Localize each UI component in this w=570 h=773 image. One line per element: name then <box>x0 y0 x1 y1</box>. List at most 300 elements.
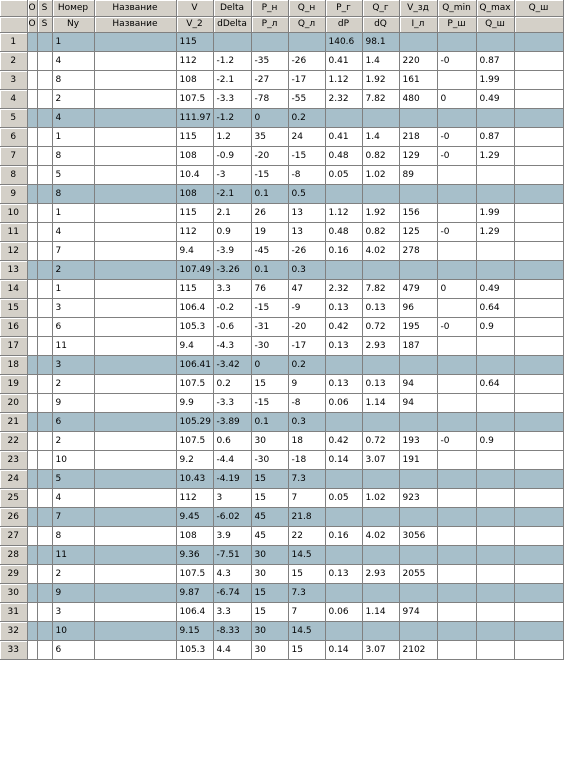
cell-o[interactable] <box>27 526 37 545</box>
cell-number[interactable]: 11 <box>52 545 94 564</box>
column-header-p-g[interactable]: P_г <box>325 0 362 16</box>
cell-v-zd[interactable]: 2102 <box>399 640 437 659</box>
cell-v-zd[interactable] <box>399 545 437 564</box>
branch-row[interactable] <box>0 488 563 507</box>
cell-p-n[interactable]: 15 <box>251 602 288 621</box>
cell-v[interactable]: 112 <box>176 222 213 241</box>
cell-q-min[interactable] <box>437 32 476 51</box>
cell-p-n[interactable]: -30 <box>251 336 288 355</box>
cell-p-n[interactable]: -31 <box>251 317 288 336</box>
cell-number[interactable]: 6 <box>52 317 94 336</box>
node-row[interactable] <box>0 355 563 374</box>
cell-q-n[interactable]: -17 <box>288 336 325 355</box>
cell-delta[interactable]: -3 <box>213 165 251 184</box>
cell-o[interactable] <box>27 469 37 488</box>
cell-s[interactable] <box>37 89 52 108</box>
cell-q-min[interactable] <box>437 564 476 583</box>
cell-o[interactable] <box>27 374 37 393</box>
cell-v-zd[interactable]: 89 <box>399 165 437 184</box>
cell-p-g[interactable]: 0.16 <box>325 241 362 260</box>
column-header-q-sh[interactable]: Q_ш <box>514 0 563 16</box>
cell-s[interactable] <box>37 621 52 640</box>
cell-number[interactable]: 2 <box>52 260 94 279</box>
cell-v-zd[interactable] <box>399 469 437 488</box>
row-number[interactable]: 23 <box>0 450 27 469</box>
row-number[interactable]: 2 <box>0 51 27 70</box>
branch-row[interactable] <box>0 279 563 298</box>
cell-q-max[interactable] <box>476 241 514 260</box>
cell-q-max[interactable] <box>476 602 514 621</box>
cell-q-max[interactable]: 0.64 <box>476 298 514 317</box>
cell-delta[interactable]: 0.9 <box>213 222 251 241</box>
cell-v-zd[interactable] <box>399 32 437 51</box>
column-header-q-max[interactable]: Q_ш <box>476 16 514 32</box>
branch-row[interactable] <box>0 89 563 108</box>
cell-v[interactable]: 9.9 <box>176 393 213 412</box>
cell-q-n[interactable]: 7 <box>288 602 325 621</box>
cell-number[interactable]: 10 <box>52 450 94 469</box>
cell-v-zd[interactable]: 161 <box>399 70 437 89</box>
cell-delta[interactable]: 4.4 <box>213 640 251 659</box>
cell-p-n[interactable]: -45 <box>251 241 288 260</box>
cell-p-g[interactable]: 0.41 <box>325 127 362 146</box>
column-header-name[interactable]: Название <box>94 0 176 16</box>
cell-q-g[interactable] <box>362 108 399 127</box>
cell-o[interactable] <box>27 279 37 298</box>
column-header-name[interactable]: Название <box>94 16 176 32</box>
row-number[interactable]: 7 <box>0 146 27 165</box>
cell-number[interactable]: 9 <box>52 583 94 602</box>
branch-row[interactable] <box>0 640 563 659</box>
cell-number[interactable]: 2 <box>52 564 94 583</box>
cell-s[interactable] <box>37 317 52 336</box>
row-number[interactable]: 12 <box>0 241 27 260</box>
row-number[interactable]: 32 <box>0 621 27 640</box>
cell-name[interactable] <box>94 222 176 241</box>
cell-p-g[interactable] <box>325 469 362 488</box>
cell-o[interactable] <box>27 317 37 336</box>
cell-delta[interactable]: 3 <box>213 488 251 507</box>
cell-o[interactable] <box>27 51 37 70</box>
cell-q-n[interactable]: 18 <box>288 431 325 450</box>
cell-p-g[interactable]: 0.41 <box>325 51 362 70</box>
cell-p-g[interactable]: 0.13 <box>325 564 362 583</box>
cell-p-g[interactable]: 0.13 <box>325 374 362 393</box>
cell-q-n[interactable]: -20 <box>288 317 325 336</box>
cell-q-min[interactable]: -0 <box>437 127 476 146</box>
cell-v-zd[interactable]: 923 <box>399 488 437 507</box>
cell-v-zd[interactable] <box>399 184 437 203</box>
cell-o[interactable] <box>27 108 37 127</box>
cell-q-g[interactable] <box>362 583 399 602</box>
cell-v[interactable]: 115 <box>176 32 213 51</box>
cell-v-zd[interactable]: 187 <box>399 336 437 355</box>
cell-q-g[interactable] <box>362 355 399 374</box>
node-row[interactable] <box>0 260 563 279</box>
cell-name[interactable] <box>94 640 176 659</box>
cell-p-n[interactable]: 35 <box>251 127 288 146</box>
cell-o[interactable] <box>27 298 37 317</box>
cell-number[interactable]: 3 <box>52 602 94 621</box>
cell-q-n[interactable]: 14.5 <box>288 621 325 640</box>
cell-name[interactable] <box>94 165 176 184</box>
cell-v-zd[interactable]: 129 <box>399 146 437 165</box>
branch-row[interactable] <box>0 336 563 355</box>
cell-q-g[interactable]: 1.92 <box>362 203 399 222</box>
cell-s[interactable] <box>37 241 52 260</box>
cell-delta[interactable] <box>213 32 251 51</box>
cell-v-zd[interactable]: 191 <box>399 450 437 469</box>
cell-name[interactable] <box>94 89 176 108</box>
cell-number[interactable]: 9 <box>52 393 94 412</box>
cell-name[interactable] <box>94 127 176 146</box>
cell-q-g[interactable]: 1.92 <box>362 70 399 89</box>
cell-p-n[interactable]: -15 <box>251 165 288 184</box>
cell-p-n[interactable]: 15 <box>251 469 288 488</box>
cell-v[interactable]: 106.4 <box>176 602 213 621</box>
column-header-q-g[interactable]: dQ <box>362 16 399 32</box>
cell-number[interactable]: 7 <box>52 507 94 526</box>
cell-v[interactable]: 105.3 <box>176 317 213 336</box>
cell-o[interactable] <box>27 545 37 564</box>
cell-v[interactable]: 105.29 <box>176 412 213 431</box>
cell-name[interactable] <box>94 374 176 393</box>
cell-name[interactable] <box>94 507 176 526</box>
cell-q-min[interactable] <box>437 488 476 507</box>
cell-q-sh[interactable] <box>514 640 563 659</box>
cell-p-n[interactable]: -15 <box>251 298 288 317</box>
cell-p-g[interactable]: 0.05 <box>325 165 362 184</box>
branch-row[interactable] <box>0 70 563 89</box>
row-number[interactable]: 21 <box>0 412 27 431</box>
cell-s[interactable] <box>37 184 52 203</box>
cell-number[interactable]: 6 <box>52 640 94 659</box>
cell-v[interactable]: 115 <box>176 279 213 298</box>
cell-q-max[interactable]: 0.49 <box>476 279 514 298</box>
cell-p-g[interactable]: 140.6 <box>325 32 362 51</box>
cell-name[interactable] <box>94 70 176 89</box>
cell-q-min[interactable]: -0 <box>437 317 476 336</box>
cell-q-n[interactable]: 0.2 <box>288 355 325 374</box>
cell-p-g[interactable] <box>325 507 362 526</box>
cell-delta[interactable]: 2.1 <box>213 203 251 222</box>
cell-name[interactable] <box>94 279 176 298</box>
column-header-v-zd[interactable]: V_зд <box>399 0 437 16</box>
cell-q-sh[interactable] <box>514 412 563 431</box>
row-number[interactable]: 5 <box>0 108 27 127</box>
node-row[interactable] <box>0 621 563 640</box>
row-number[interactable]: 25 <box>0 488 27 507</box>
cell-q-max[interactable] <box>476 393 514 412</box>
cell-s[interactable] <box>37 222 52 241</box>
cell-s[interactable] <box>37 412 52 431</box>
row-number[interactable]: 9 <box>0 184 27 203</box>
cell-q-sh[interactable] <box>514 32 563 51</box>
cell-p-n[interactable]: 30 <box>251 621 288 640</box>
cell-s[interactable] <box>37 469 52 488</box>
cell-p-n[interactable]: 19 <box>251 222 288 241</box>
cell-o[interactable] <box>27 602 37 621</box>
branch-row[interactable] <box>0 450 563 469</box>
cell-s[interactable] <box>37 583 52 602</box>
cell-number[interactable]: 8 <box>52 146 94 165</box>
cell-q-max[interactable]: 1.99 <box>476 70 514 89</box>
cell-number[interactable]: 5 <box>52 165 94 184</box>
cell-q-g[interactable]: 4.02 <box>362 241 399 260</box>
cell-v-zd[interactable]: 94 <box>399 374 437 393</box>
cell-q-n[interactable]: 7 <box>288 488 325 507</box>
cell-q-max[interactable]: 1.29 <box>476 146 514 165</box>
cell-v-zd[interactable]: 480 <box>399 89 437 108</box>
cell-q-n[interactable]: -15 <box>288 146 325 165</box>
branch-row[interactable] <box>0 222 563 241</box>
cell-p-n[interactable]: 30 <box>251 640 288 659</box>
cell-delta[interactable]: -4.4 <box>213 450 251 469</box>
cell-delta[interactable]: -3.42 <box>213 355 251 374</box>
row-number[interactable]: 13 <box>0 260 27 279</box>
cell-s[interactable] <box>37 32 52 51</box>
cell-q-g[interactable]: 2.93 <box>362 336 399 355</box>
cell-number[interactable]: 1 <box>52 32 94 51</box>
cell-q-min[interactable] <box>437 165 476 184</box>
cell-v-zd[interactable]: 220 <box>399 51 437 70</box>
cell-q-min[interactable] <box>437 450 476 469</box>
cell-q-g[interactable]: 7.82 <box>362 279 399 298</box>
cell-number[interactable]: 4 <box>52 488 94 507</box>
cell-o[interactable] <box>27 89 37 108</box>
cell-q-sh[interactable] <box>514 260 563 279</box>
cell-q-max[interactable]: 1.29 <box>476 222 514 241</box>
cell-q-max[interactable]: 0.64 <box>476 374 514 393</box>
cell-name[interactable] <box>94 260 176 279</box>
cell-s[interactable] <box>37 431 52 450</box>
cell-q-n[interactable]: -8 <box>288 165 325 184</box>
cell-p-g[interactable]: 0.06 <box>325 602 362 621</box>
cell-v[interactable]: 9.4 <box>176 336 213 355</box>
cell-name[interactable] <box>94 602 176 621</box>
cell-p-n[interactable]: 15 <box>251 374 288 393</box>
branch-row[interactable] <box>0 393 563 412</box>
cell-q-min[interactable] <box>437 203 476 222</box>
column-header-q-min[interactable]: Q_min <box>437 0 476 16</box>
column-header-o[interactable]: O <box>27 0 37 16</box>
cell-q-sh[interactable] <box>514 298 563 317</box>
cell-delta[interactable]: 0.6 <box>213 431 251 450</box>
column-header-p-g[interactable]: dP <box>325 16 362 32</box>
cell-number[interactable]: 8 <box>52 184 94 203</box>
cell-delta[interactable]: 0.2 <box>213 374 251 393</box>
cell-v[interactable]: 9.36 <box>176 545 213 564</box>
node-row[interactable] <box>0 184 563 203</box>
cell-s[interactable] <box>37 203 52 222</box>
cell-delta[interactable]: -0.6 <box>213 317 251 336</box>
cell-q-min[interactable]: -0 <box>437 222 476 241</box>
cell-q-max[interactable]: 0.87 <box>476 51 514 70</box>
cell-q-g[interactable]: 0.72 <box>362 317 399 336</box>
branch-row[interactable] <box>0 564 563 583</box>
cell-v[interactable]: 9.2 <box>176 450 213 469</box>
cell-o[interactable] <box>27 203 37 222</box>
cell-v-zd[interactable]: 156 <box>399 203 437 222</box>
cell-v-zd[interactable] <box>399 260 437 279</box>
branch-row[interactable] <box>0 165 563 184</box>
cell-q-g[interactable]: 0.82 <box>362 222 399 241</box>
cell-v-zd[interactable]: 2055 <box>399 564 437 583</box>
cell-p-n[interactable]: 0.1 <box>251 412 288 431</box>
cell-q-min[interactable] <box>437 298 476 317</box>
cell-delta[interactable]: -1.2 <box>213 108 251 127</box>
cell-number[interactable]: 6 <box>52 412 94 431</box>
cell-s[interactable] <box>37 70 52 89</box>
row-number[interactable]: 30 <box>0 583 27 602</box>
branch-row[interactable] <box>0 431 563 450</box>
cell-p-g[interactable] <box>325 184 362 203</box>
cell-delta[interactable]: 3.3 <box>213 602 251 621</box>
cell-s[interactable] <box>37 450 52 469</box>
node-row[interactable] <box>0 108 563 127</box>
cell-o[interactable] <box>27 222 37 241</box>
cell-number[interactable]: 2 <box>52 374 94 393</box>
cell-q-max[interactable] <box>476 336 514 355</box>
cell-p-g[interactable]: 0.14 <box>325 640 362 659</box>
cell-p-g[interactable] <box>325 412 362 431</box>
cell-delta[interactable]: -0.2 <box>213 298 251 317</box>
cell-q-g[interactable]: 1.02 <box>362 165 399 184</box>
cell-q-n[interactable]: 0.2 <box>288 108 325 127</box>
cell-v-zd[interactable]: 479 <box>399 279 437 298</box>
cell-number[interactable]: 4 <box>52 108 94 127</box>
cell-q-sh[interactable] <box>514 70 563 89</box>
cell-p-g[interactable]: 0.42 <box>325 317 362 336</box>
cell-s[interactable] <box>37 507 52 526</box>
cell-p-n[interactable]: 26 <box>251 203 288 222</box>
cell-q-sh[interactable] <box>514 621 563 640</box>
cell-name[interactable] <box>94 51 176 70</box>
cell-name[interactable] <box>94 393 176 412</box>
node-row[interactable] <box>0 545 563 564</box>
cell-p-n[interactable] <box>251 32 288 51</box>
cell-q-n[interactable]: -55 <box>288 89 325 108</box>
cell-q-n[interactable]: -9 <box>288 298 325 317</box>
column-header-v-zd[interactable]: I_л <box>399 16 437 32</box>
row-number[interactable]: 22 <box>0 431 27 450</box>
cell-q-n[interactable]: 15 <box>288 640 325 659</box>
cell-q-max[interactable] <box>476 526 514 545</box>
cell-q-n[interactable]: -26 <box>288 51 325 70</box>
branch-row[interactable] <box>0 241 563 260</box>
cell-v[interactable]: 9.4 <box>176 241 213 260</box>
cell-q-max[interactable] <box>476 621 514 640</box>
cell-p-n[interactable]: 15 <box>251 583 288 602</box>
cell-v[interactable]: 106.41 <box>176 355 213 374</box>
cell-q-max[interactable]: 0.9 <box>476 317 514 336</box>
cell-q-sh[interactable] <box>514 545 563 564</box>
cell-v-zd[interactable]: 96 <box>399 298 437 317</box>
cell-v[interactable]: 111.97 <box>176 108 213 127</box>
cell-q-g[interactable]: 4.02 <box>362 526 399 545</box>
cell-s[interactable] <box>37 602 52 621</box>
cell-q-g[interactable]: 1.14 <box>362 602 399 621</box>
cell-q-min[interactable] <box>437 583 476 602</box>
cell-q-n[interactable]: 7.3 <box>288 583 325 602</box>
cell-q-sh[interactable] <box>514 469 563 488</box>
column-header-delta[interactable]: dDelta <box>213 16 251 32</box>
cell-s[interactable] <box>37 393 52 412</box>
cell-name[interactable] <box>94 298 176 317</box>
cell-q-n[interactable]: 0.3 <box>288 260 325 279</box>
cell-p-g[interactable]: 0.13 <box>325 336 362 355</box>
row-number[interactable]: 27 <box>0 526 27 545</box>
column-header-v[interactable]: V_2 <box>176 16 213 32</box>
cell-q-g[interactable]: 1.02 <box>362 488 399 507</box>
cell-v[interactable]: 107.5 <box>176 89 213 108</box>
cell-q-n[interactable]: 0.3 <box>288 412 325 431</box>
cell-q-sh[interactable] <box>514 355 563 374</box>
cell-delta[interactable]: -4.3 <box>213 336 251 355</box>
cell-q-max[interactable]: 0.87 <box>476 127 514 146</box>
cell-o[interactable] <box>27 355 37 374</box>
cell-q-g[interactable]: 3.07 <box>362 450 399 469</box>
cell-q-n[interactable]: 15 <box>288 564 325 583</box>
cell-q-sh[interactable] <box>514 241 563 260</box>
cell-q-min[interactable] <box>437 412 476 431</box>
cell-o[interactable] <box>27 450 37 469</box>
cell-q-g[interactable] <box>362 545 399 564</box>
cell-o[interactable] <box>27 507 37 526</box>
cell-delta[interactable]: -2.1 <box>213 70 251 89</box>
cell-name[interactable] <box>94 336 176 355</box>
cell-q-min[interactable] <box>437 526 476 545</box>
cell-q-n[interactable]: -18 <box>288 450 325 469</box>
row-number[interactable]: 17 <box>0 336 27 355</box>
cell-q-max[interactable] <box>476 450 514 469</box>
cell-q-g[interactable]: 98.1 <box>362 32 399 51</box>
cell-name[interactable] <box>94 32 176 51</box>
column-header-q-sh[interactable] <box>514 16 563 32</box>
cell-number[interactable]: 3 <box>52 355 94 374</box>
cell-v[interactable]: 115 <box>176 203 213 222</box>
cell-q-n[interactable]: 14.5 <box>288 545 325 564</box>
cell-delta[interactable]: -3.89 <box>213 412 251 431</box>
cell-p-g[interactable]: 2.32 <box>325 279 362 298</box>
cell-p-n[interactable]: -30 <box>251 450 288 469</box>
cell-q-g[interactable] <box>362 412 399 431</box>
cell-p-g[interactable]: 0.06 <box>325 393 362 412</box>
branch-row[interactable] <box>0 526 563 545</box>
cell-q-g[interactable] <box>362 469 399 488</box>
cell-v[interactable]: 112 <box>176 488 213 507</box>
cell-number[interactable]: 2 <box>52 431 94 450</box>
cell-v[interactable]: 9.87 <box>176 583 213 602</box>
cell-p-g[interactable]: 0.05 <box>325 488 362 507</box>
cell-o[interactable] <box>27 393 37 412</box>
cell-o[interactable] <box>27 564 37 583</box>
cell-q-min[interactable] <box>437 184 476 203</box>
cell-p-g[interactable] <box>325 108 362 127</box>
branch-row[interactable] <box>0 317 563 336</box>
cell-q-min[interactable]: -0 <box>437 431 476 450</box>
cell-v-zd[interactable] <box>399 355 437 374</box>
cell-q-g[interactable]: 0.82 <box>362 146 399 165</box>
column-header-p-n[interactable]: P_л <box>251 16 288 32</box>
row-number[interactable]: 4 <box>0 89 27 108</box>
cell-p-g[interactable]: 0.13 <box>325 298 362 317</box>
cell-s[interactable] <box>37 279 52 298</box>
cell-p-g[interactable]: 0.16 <box>325 526 362 545</box>
row-number[interactable]: 26 <box>0 507 27 526</box>
cell-s[interactable] <box>37 526 52 545</box>
cell-o[interactable] <box>27 431 37 450</box>
